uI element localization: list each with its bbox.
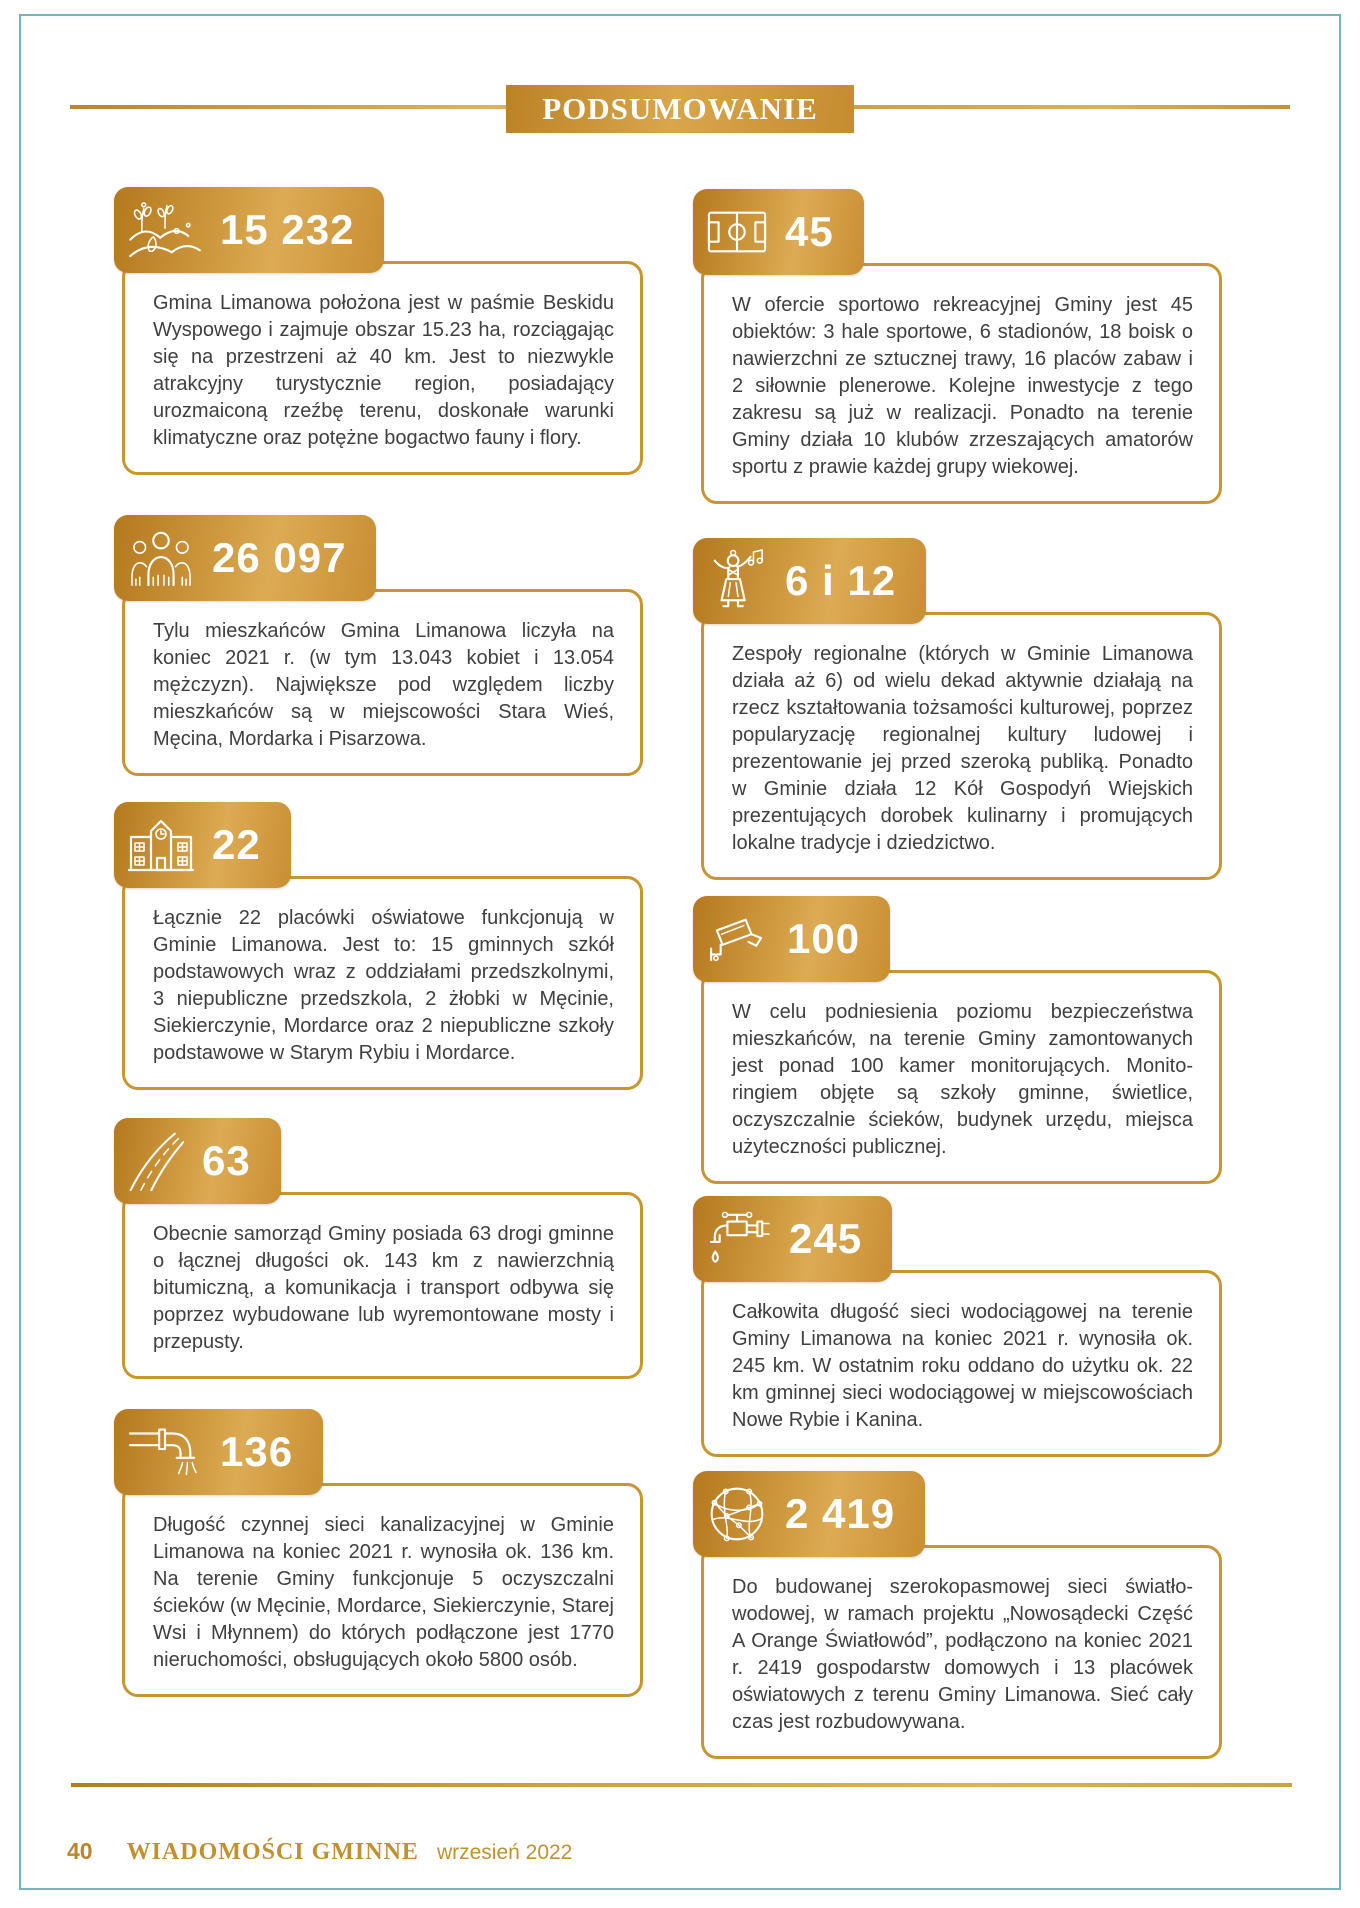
- stat-value: 45: [785, 208, 834, 255]
- stat-badge-area: [114, 1118, 281, 1204]
- stat-card-area: [114, 802, 656, 1090]
- stat-text: Długość czynnej sieci kanalizacyjnej w Gminie Limanowa na koniec 2021 r. wynosiła ok. 136 km. Na terenie Gminy funkcjonuje 5 oczyszczalni ścieków (w Męcinie, Mordarce, Siekierczynie, Starej Wsi i Młynnem) do których podłączone jest 1770 nieruchomości, obsługujących około 5800 osób.: [153, 1514, 614, 1671]
- folk-dancer-icon: [707, 548, 767, 614]
- stat-text-box: [701, 1545, 1222, 1759]
- stat-value: 26 097: [212, 534, 347, 581]
- footer-text: [67, 1838, 572, 1866]
- stat-card-area: [693, 1196, 1235, 1457]
- stat-badge-area: [114, 1409, 323, 1495]
- stat-text: Gmina Limanowa położona jest w paśmie Beskidu Wyspowego i zajmuje obszar 15.23 ha, rozciągając się na przestrzeni aż 40 km. Jest to niezwykle atrakcyjny turystycznie region, posiadający urozmaiconą rzeźbę terenu, doskonałe warunki klimatyczne oraz potężne bogactwo fauny i flory.: [153, 292, 614, 449]
- sports-field-icon: [707, 210, 767, 254]
- stat-text-box: [122, 1192, 643, 1379]
- landscape-icon: [128, 201, 202, 259]
- stat-card-area: [114, 1118, 656, 1379]
- stat-text-box: [701, 263, 1222, 504]
- fiber-network-icon: [707, 1484, 767, 1544]
- stat-text-box: [122, 1483, 643, 1697]
- stat-text: Zespoły regionalne (których w Gminie Limanowa działa aż 6) od wielu dekad aktywnie działają na rzecz kształtowania tożsamości kulturowej, poprzez popularyzację regionalnej kultury ludowej i prezentowanie jej przed szeroką publiką. Ponadto w Gminie działa 12 Kół Gospodyń Wiejskich prezentujących dorobek kulinarny i promujących lokalne tradycje i dziedzictwo.: [732, 643, 1193, 854]
- cctv-camera-icon: [707, 914, 769, 964]
- stat-value: 15 232: [220, 206, 355, 253]
- stat-text-box: [701, 1270, 1222, 1457]
- stat-value: 136: [220, 1428, 294, 1475]
- stat-value: 63: [202, 1137, 251, 1184]
- road-icon: [128, 1130, 184, 1192]
- footer-gold-rule: [71, 1783, 1292, 1787]
- summary-column-right: [693, 189, 1235, 1759]
- stat-badge-area: [693, 1196, 892, 1282]
- stat-text: W ofercie sportowo rekreacyjnej Gminy jest 45 obiektów: 3 hale sportowe, 6 stadionów, 18 boisk o nawierzchni ze sztucznej trawy, 16 placów zabaw i 2 siłownie plenerowe. Kolejne inwestycje z tego zakresu są już w realizacji. Ponadto na terenie Gminy działa 10 klubów zrzeszających amatorów sportu z prawie każdej grupy wiekowej.: [732, 294, 1193, 478]
- page-title: PODSUMOWANIE: [506, 85, 854, 133]
- stat-card-area: [693, 1471, 1235, 1759]
- stat-text-box: [701, 970, 1222, 1184]
- people-group-icon: [128, 529, 194, 587]
- sewage-pipe-icon: [128, 1425, 202, 1479]
- stat-card-area: [693, 896, 1235, 1184]
- school-building-icon: [128, 817, 194, 873]
- stat-text: Całkowita długość sieci wodociągowej na terenie Gminy Limanowa na koniec 2021 r. wynosiła ok. 245 km. W ostatnim roku oddano do użytku ok. 22 km gminnej sieci wodociągowej w miejscowościach Nowe Rybie i Kanina.: [732, 1301, 1193, 1431]
- summary-column-left: [114, 187, 656, 1697]
- stat-card-area: [114, 1409, 656, 1697]
- stat-value: 245: [789, 1215, 863, 1262]
- stat-badge-area: [693, 189, 864, 275]
- stat-value: 22: [212, 821, 261, 868]
- stat-badge-area: [693, 896, 890, 982]
- stat-badge-area: [114, 515, 376, 601]
- water-tap-icon: [707, 1209, 771, 1269]
- stat-value: 2 419: [785, 1490, 896, 1537]
- issue-date: wrzesień 2022: [436, 1841, 573, 1864]
- stat-text-box: [122, 261, 643, 475]
- stat-badge-area: [114, 802, 291, 888]
- stat-text: Łącznie 22 placówki oświatowe funkcjonują w Gminie Limanowa. Jest to: 15 gminnych szkół podstawowych wraz z oddziałami przedszkolnymi, 3 niepubliczne przedszkola, 2 żłobki w Męcinie, Siekierczynie, Mordarce oraz 2 niepubliczne szkoły podstawowe w Starym Rybiu i Mordarce.: [153, 907, 614, 1064]
- stat-text-box: [122, 876, 643, 1090]
- stat-card-area: [693, 189, 1235, 504]
- stat-badge-area: [114, 187, 384, 273]
- stat-text: Do budowanej szerokopasmowej sieci światło-wodowej, w ramach projektu „Nowosądecki Część A Orange Światłowód”, podłączono na koniec 2021 r. 2419 gospodarstw domowych i 13 placówek oświatowych z terenu Gminy Limanowa. Sieć cały czas jest rozbudowywana.: [732, 1576, 1193, 1733]
- stat-badge-area: [693, 538, 926, 624]
- publication-name: WIADOMOŚCI GMINNE: [126, 1839, 419, 1865]
- stat-value: 100: [787, 915, 861, 962]
- stat-card-area: [114, 187, 656, 475]
- stat-value: 6 i 12: [785, 557, 897, 604]
- stat-card-area: [693, 538, 1235, 880]
- page-number: 40: [67, 1838, 93, 1864]
- stat-text-box: [701, 612, 1222, 880]
- stat-text: W celu podniesienia poziomu bezpieczeństwa mieszkańców, na terenie Gminy zamontowanych jest ponad 100 kamer monitorujących. Monito-ringiem objęte są szkoły gminne, świetlice, oczyszczalnie ścieków, budynek urzędu, miejsca użyteczności publicznej.: [732, 1001, 1193, 1158]
- stat-text: Obecnie samorząd Gminy posiada 63 drogi gminne o łącznej długości ok. 143 km z nawierzchnią bitumiczną, a komunikacja i transport odbywa się poprzez wybudowane lub wyremontowane mosty i przepusty.: [153, 1223, 614, 1353]
- stat-card-area: [114, 515, 656, 776]
- stat-text-box: [122, 589, 643, 776]
- stat-text: Tylu mieszkańców Gmina Limanowa liczyła na koniec 2021 r. (w tym 13.043 kobiet i 13.054 mężczyzn). Największe pod względem liczby mieszkańców są w miejscowości Stara Wieś, Męcina, Mordarka i Pisarzowa.: [153, 620, 614, 750]
- stat-badge-area: [693, 1471, 925, 1557]
